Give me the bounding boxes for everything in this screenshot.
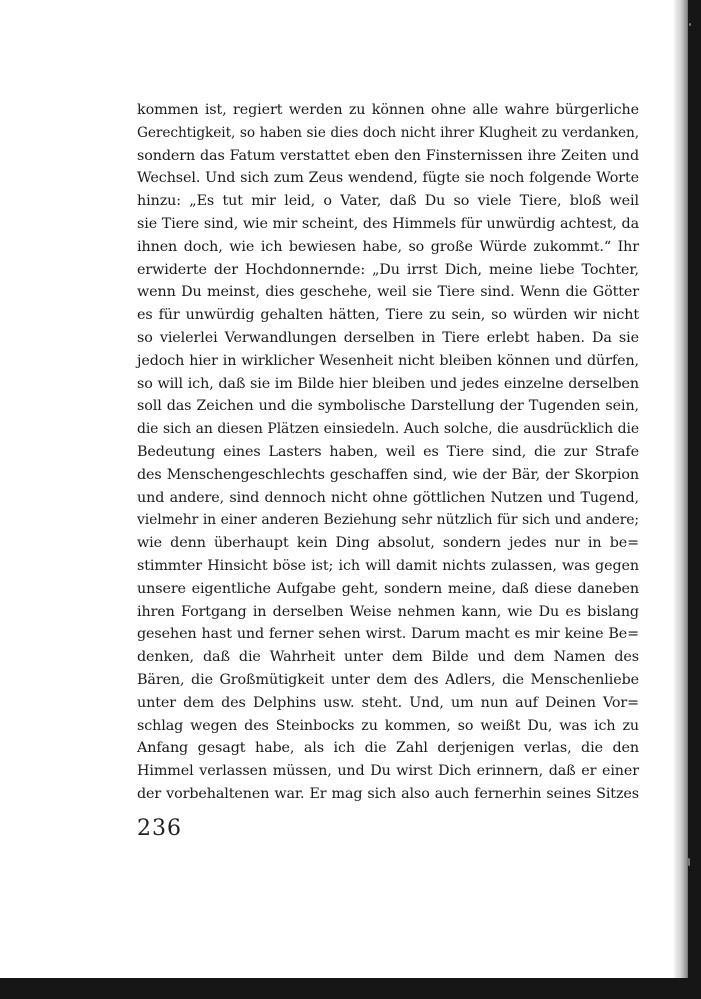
text-line: schlag wegen des Steinbocks zu kommen, so weißt Du, was ich zu [137,717,639,734]
text-line: der vorbehaltenen war. Er mag sich also auch fernerhin seines Sitzes [137,785,639,802]
scan-speck [688,858,690,866]
text-line: unter dem des Delphins usw. steht. Und, um nun auf Deinen Vor= [137,694,639,711]
page-gutter-shadow [674,0,687,978]
text-line: so will ich, daß sie im Bilde hier bleiben und jedes einzelne derselben [137,375,639,392]
text-line: ihnen doch, wie ich bewiesen habe, so große Würde zukommt.“ Ihr [137,238,639,255]
text-line: es für unwürdig gehalten hätten, Tiere zu sein, so würden wir nicht [137,307,639,324]
text-line: Anfang gesagt habe, als ich die Zahl derjenigen verlas, die den [137,740,639,757]
text-line: die sich an diesen Plätzen einsiedeln. Auch solche, die ausdrücklich die [137,421,639,438]
text-line: vielmehr in einer anderen Beziehung sehr nützlich für sich und andere; [137,512,639,529]
text-line: wie denn überhaupt kein Ding absolut, sondern jedes nur in be= [137,535,639,552]
text-line: Wechsel. Und sich zum Zeus wendend, fügte sie noch folgende Worte [137,170,639,187]
text-line: erwiderte der Hochdonnernde: „Du irrst Dich, meine liebe Tochter, [137,261,639,278]
text-line: Gerechtigkeit, so haben sie dies doch nicht ihrer Klugheit zu verdanken, [137,124,639,141]
text-line: soll das Zeichen und die symbolische Darstellung der Tugenden sein, [137,398,639,415]
text-line: sie Tiere sind, wie mir scheint, des Himmels für unwürdig achtest, da [137,215,639,232]
body-text [137,99,639,806]
page-number: 236 [137,816,182,841]
text-line: sondern das Fatum verstattet eben den Finsternissen ihre Zeiten und [137,147,639,164]
text-line: Himmel verlassen müssen, und Du wirst Dich erinnern, daß er einer [137,763,639,780]
text-line: wenn Du meinst, dies geschehe, weil sie Tiere sind. Wenn die Götter [137,284,639,301]
text-line: ihren Fortgang in derselben Weise nehmen kann, wie Du es bislang [137,603,639,620]
text-line: des Menschengeschlechts geschaffen sind, wie der Bär, der Skorpion [137,466,639,483]
text-line: Bären, die Großmütigkeit unter dem des Adlers, die Menschenliebe [137,671,639,688]
scan-speck [689,23,691,26]
text-line: Bedeutung eines Lasters haben, weil es Tiere sind, die zur Strafe [137,443,639,460]
text-line: jedoch hier in wirklicher Wesenheit nicht bleiben können und dürfen, [137,352,639,369]
text-line: hinzu: „Es tut mir leid, o Vater, daß Du so viele Tiere, bloß weil [137,193,639,210]
text-line: gesehen hast und ferner sehen wirst. Darum macht es mir keine Be= [137,626,639,643]
text-line: denken, daß die Wahrheit unter dem Bilde und dem Namen des [137,649,639,666]
text-line: stimmter Hinsicht böse ist; ich will damit nichts zulassen, was gegen [137,557,639,574]
text-line: und andere, sind dennoch nicht ohne göttlichen Nutzen und Tugend, [137,489,639,506]
text-line: so vielerlei Verwandlungen derselben in Tiere erlebt haben. Da sie [137,329,639,346]
text-line: kommen ist, regiert werden zu können ohne alle wahre bürgerliche [137,102,639,118]
text-line: unsere eigentliche Aufgabe geht, sondern meine, daß diese daneben [137,580,639,597]
